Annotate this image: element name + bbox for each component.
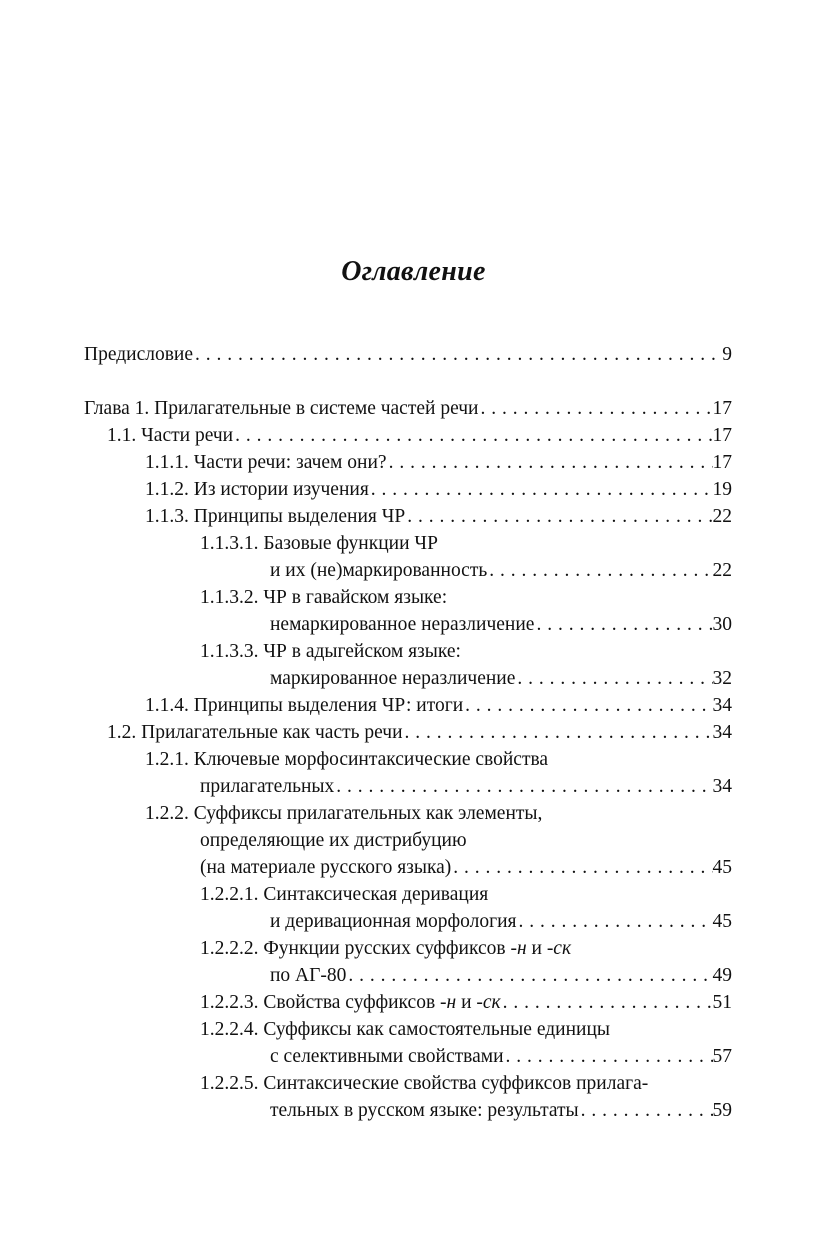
toc-page-number: 30 [712, 614, 732, 635]
toc-page-number: 34 [712, 695, 732, 716]
toc-entry-text: Части речи [141, 425, 234, 446]
toc-entry-1-1-4[interactable] [145, 692, 732, 719]
suffix-sk: -ск [476, 992, 501, 1013]
toc-page-number: 22 [712, 506, 732, 527]
toc-entry-1-1-3-3-line1[interactable] [200, 638, 461, 665]
toc-section-number: 1.1.3. [145, 506, 189, 527]
toc-entry-text: Синтаксические свойства суффиксов прилага- [263, 1073, 649, 1094]
toc-section-number: 1.2.2.5. [200, 1073, 259, 1094]
toc-entry-text: Суффиксы как самостоятельные единицы [263, 1019, 610, 1040]
toc-entry-text [263, 989, 500, 1016]
dot-leader [346, 962, 712, 989]
toc-entry-1-1-3-2-line2[interactable] [270, 611, 732, 638]
dot-leader [193, 341, 722, 368]
toc-entry-1-2-1-line2[interactable] [200, 773, 732, 800]
toc-entry-text: Прилагательные как часть речи [141, 722, 403, 743]
toc-entry-1-1-3-3-line2[interactable] [270, 665, 732, 692]
suffix-n: -н [510, 938, 527, 959]
toc-section-number: 1.2.2.4. [200, 1019, 259, 1040]
dot-leader [233, 422, 712, 449]
toc-entry-text: и деривационная морфология [270, 911, 517, 932]
toc-page-number: 9 [722, 344, 732, 365]
toc-entry-text: определяющие их дистрибуцию [200, 830, 467, 851]
toc-entry-text: немаркированное неразличение [270, 614, 535, 635]
toc-page-number: 32 [712, 668, 732, 689]
suffix-sk: -ск [546, 938, 572, 959]
toc-entry-text: Предисловие [84, 344, 194, 365]
toc-entry-1-1-3[interactable] [145, 503, 732, 530]
dot-leader [534, 611, 712, 638]
dot-leader [479, 395, 713, 422]
conjunction: и [526, 938, 547, 959]
toc-entry-1-2-1-line1[interactable] [145, 746, 548, 773]
toc-entry-text-part: Свойства суффиксов [263, 992, 441, 1013]
toc-page-number: 51 [712, 992, 732, 1013]
toc-entry-text: Части речи: зачем они? [193, 452, 387, 473]
dot-leader [463, 692, 712, 719]
toc-entry-1-1-2[interactable] [145, 476, 732, 503]
toc-entry-text: Глава 1. Прилагательные в системе частей речи [84, 398, 479, 419]
toc-entry-text: прилагательных [200, 776, 335, 797]
toc-entry-text: ЧР в адыгейском языке: [263, 641, 461, 662]
toc-entry-text: тельных в русском языке: результаты [270, 1100, 579, 1121]
toc-page-number: 19 [712, 479, 732, 500]
toc-section-number: 1.2.2. [145, 803, 189, 824]
toc-section-number: 1.1.3.2. [200, 587, 259, 608]
toc-entry-text: по АГ-80 [270, 965, 347, 986]
toc-entry-1-2-2-4-line2[interactable] [270, 1043, 732, 1070]
dot-leader [387, 449, 713, 476]
toc-entry-1-2-2-line1[interactable] [145, 800, 542, 827]
toc-entry-text: и их (не)маркированность [270, 560, 488, 581]
toc-section-number: 1.2.2.1. [200, 884, 259, 905]
toc-entry-1-2-2-5-line1[interactable] [200, 1070, 648, 1097]
toc-section-number: 1.1. [107, 425, 137, 446]
toc-entry-1-2-2-2-line2[interactable] [270, 962, 732, 989]
toc-entry-text: (на материале русского языка) [200, 857, 452, 878]
toc-page-number: 22 [712, 560, 732, 581]
dot-leader [451, 854, 712, 881]
page-title: Оглавление [341, 256, 486, 287]
toc-section-number: 1.2.1. [145, 749, 189, 770]
toc-entry-text: Синтаксическая деривация [263, 884, 489, 905]
toc-page-number: 17 [712, 425, 732, 446]
toc-entry-text: маркированное неразличение [270, 668, 516, 689]
toc-page-number: 49 [712, 965, 732, 986]
toc-page-number: 45 [712, 857, 732, 878]
dot-leader [334, 773, 712, 800]
toc-entry-1-1-3-1-line2[interactable] [270, 557, 732, 584]
toc-section-number: 1.2.2.3. [200, 992, 259, 1013]
toc-section-number: 1.1.3.3. [200, 641, 259, 662]
toc-entry-1-1[interactable] [107, 422, 732, 449]
conjunction: и [456, 992, 477, 1013]
toc-entry-1-2-2-2-line1[interactable] [200, 935, 571, 962]
toc-section-number: 1.1.3.1. [200, 533, 259, 554]
toc-page-number: 59 [712, 1100, 732, 1121]
toc-section-number: 1.2. [107, 722, 137, 743]
toc-entry-1-2-2-1-line1[interactable] [200, 881, 488, 908]
toc-entry-text: Функции русских суффиксов [263, 938, 511, 959]
toc-entry-1-2-2-5-line2[interactable] [270, 1097, 732, 1124]
toc-entry-1-1-1[interactable] [145, 449, 732, 476]
toc-entry-1-2-2-line3[interactable] [200, 854, 732, 881]
toc-section-number: 1.1.2. [145, 479, 189, 500]
toc-entry-chapter-1[interactable] [84, 395, 732, 422]
toc-entry-text: Из истории изучения [193, 479, 369, 500]
dot-leader [487, 557, 712, 584]
toc-entry-1-2-2-4-line1[interactable] [200, 1016, 610, 1043]
toc-entry-1-1-3-2-line1[interactable] [200, 584, 447, 611]
toc-entry-text: ЧР в гавайском языке: [263, 587, 448, 608]
dot-leader [579, 1097, 713, 1124]
toc-page-number: 34 [712, 776, 732, 797]
toc-page-number: 57 [712, 1046, 732, 1067]
toc-entry-preface[interactable] [84, 341, 732, 368]
toc-page-number: 17 [712, 398, 732, 419]
dot-leader [405, 503, 712, 530]
dot-leader [501, 989, 713, 1016]
toc-entry-text: с селективными свойствами [270, 1046, 504, 1067]
toc-entry-1-2-2-line2[interactable] [200, 827, 467, 854]
toc-page-number: 34 [712, 722, 732, 743]
toc-entry-1-2-2-1-line2[interactable] [270, 908, 732, 935]
dot-leader [515, 665, 712, 692]
toc-entry-text: Ключевые морфосинтаксические свойства [193, 749, 549, 770]
toc-entry-text: Принципы выделения ЧР: итоги [193, 695, 464, 716]
dot-leader [517, 908, 713, 935]
toc-page-number: 17 [712, 452, 732, 473]
toc-entry-text: Базовые функции ЧР [263, 533, 438, 554]
suffix-n: -н [440, 992, 457, 1013]
toc-entry-1-2-2-3[interactable] [200, 989, 732, 1016]
dot-leader [369, 476, 713, 503]
toc-page-number: 45 [712, 911, 732, 932]
toc-entry-1-2[interactable] [107, 719, 732, 746]
toc-section-number: 1.1.1. [145, 452, 189, 473]
toc-entry-text: Суффиксы прилагательных как элементы, [193, 803, 543, 824]
toc-entry-text: Принципы выделения ЧР [193, 506, 406, 527]
toc-section-number: 1.1.4. [145, 695, 189, 716]
toc-entry-1-1-3-1-line1[interactable] [200, 530, 438, 557]
toc-section-number: 1.2.2.2. [200, 938, 259, 959]
dot-leader [403, 719, 713, 746]
dot-leader [504, 1043, 713, 1070]
